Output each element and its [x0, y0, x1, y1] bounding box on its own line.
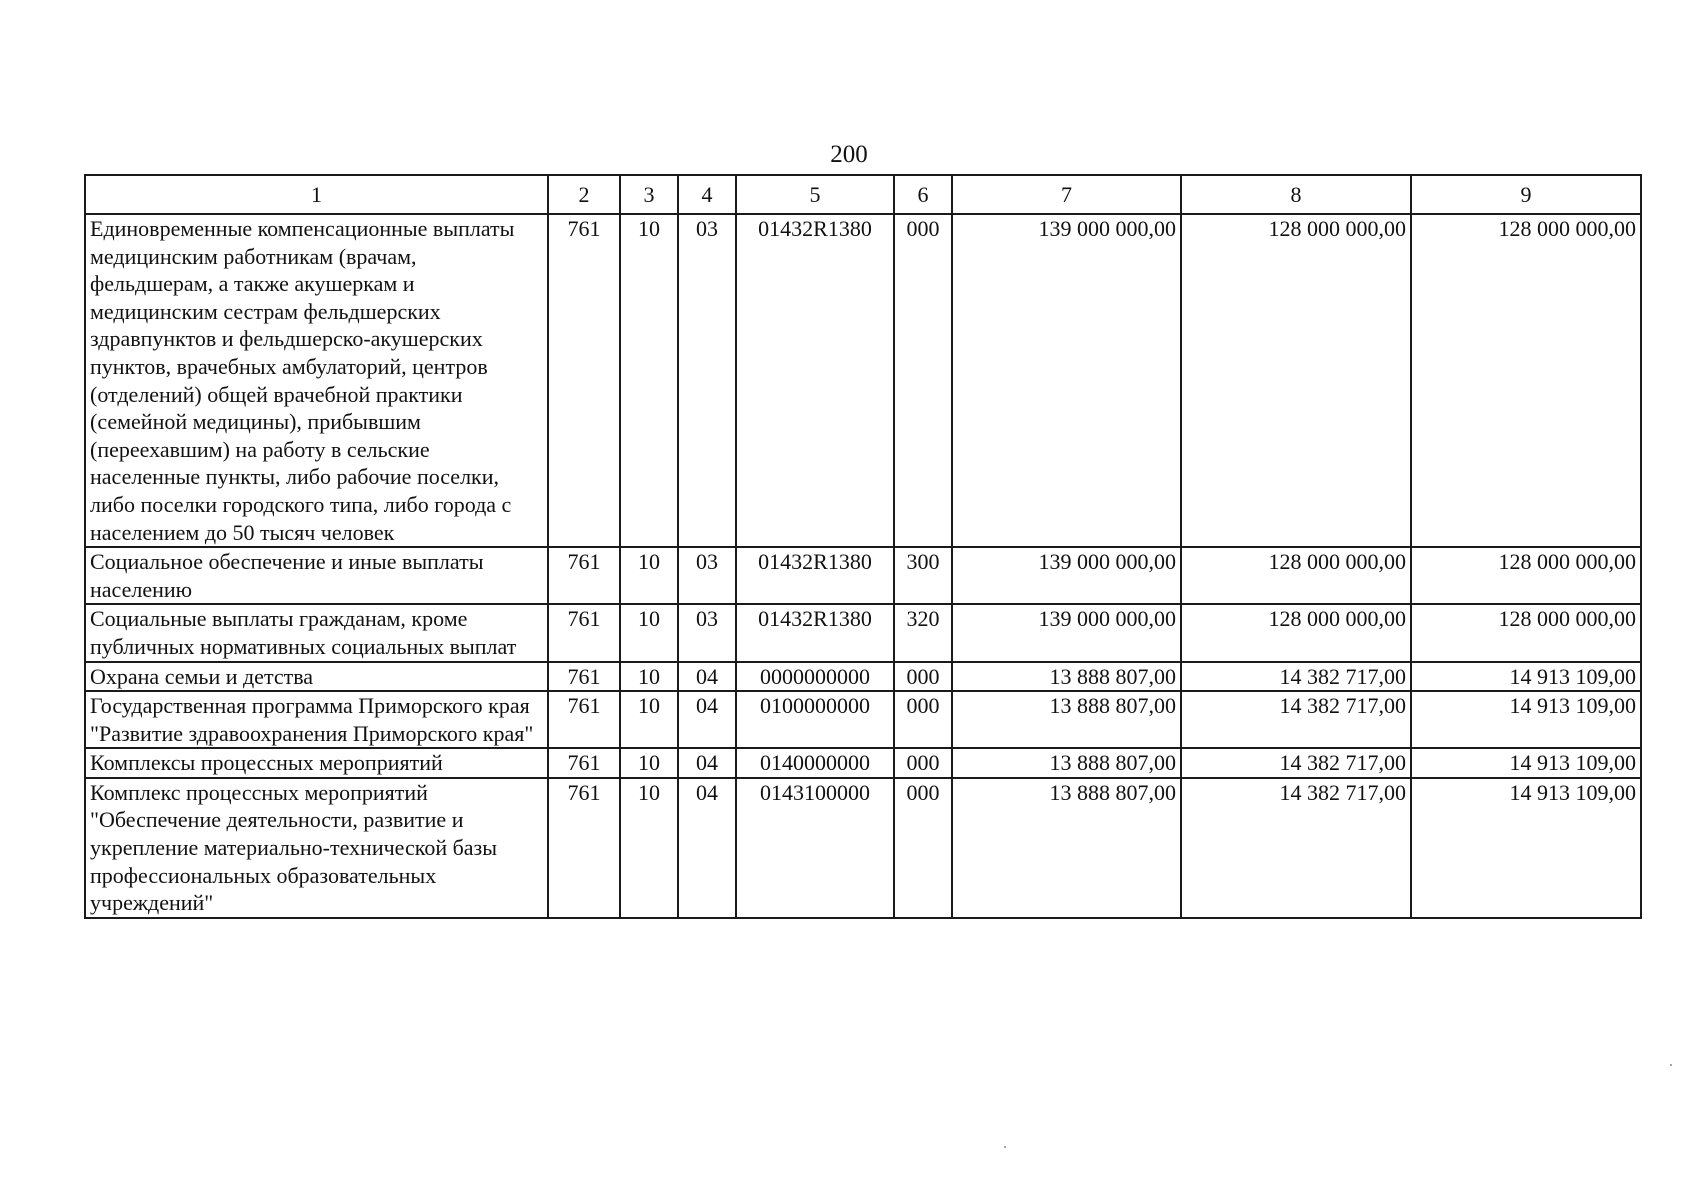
row-amount-8: 128 000 000,00 — [1181, 214, 1411, 547]
row-amount-9: 128 000 000,00 — [1411, 604, 1641, 661]
row-code-3: 10 — [620, 691, 678, 748]
row-code-6: 320 — [894, 604, 952, 661]
row-code-4: 04 — [678, 778, 736, 918]
row-code-3: 10 — [620, 214, 678, 547]
row-amount-8: 14 382 717,00 — [1181, 748, 1411, 778]
table-row — [85, 691, 1641, 748]
row-code-6: 000 — [894, 214, 952, 547]
header-cell: 7 — [952, 175, 1181, 214]
row-code-2: 761 — [548, 662, 620, 692]
row-code-4: 03 — [678, 214, 736, 547]
row-code-6: 000 — [894, 778, 952, 918]
table-row — [85, 214, 1641, 547]
row-code-5: 0000000000 — [736, 662, 894, 692]
budget-table — [84, 174, 1642, 919]
row-amount-7: 13 888 807,00 — [952, 778, 1181, 918]
row-amount-7: 13 888 807,00 — [952, 691, 1181, 748]
table-row — [85, 604, 1641, 661]
row-code-3: 10 — [620, 778, 678, 918]
header-cell: 8 — [1181, 175, 1411, 214]
row-code-2: 761 — [548, 748, 620, 778]
row-code-3: 10 — [620, 662, 678, 692]
row-code-6: 000 — [894, 748, 952, 778]
row-code-6: 000 — [894, 691, 952, 748]
row-name: Социальное обеспечение и иные выплаты населению — [85, 547, 548, 604]
row-code-2: 761 — [548, 547, 620, 604]
row-amount-7: 139 000 000,00 — [952, 214, 1181, 547]
row-amount-7: 139 000 000,00 — [952, 547, 1181, 604]
scan-speck — [1004, 1146, 1006, 1148]
row-code-5: 01432R1380 — [736, 547, 894, 604]
table-row — [85, 662, 1641, 692]
table-row — [85, 547, 1641, 604]
row-code-4: 04 — [678, 691, 736, 748]
row-code-3: 10 — [620, 748, 678, 778]
row-amount-9: 14 913 109,00 — [1411, 662, 1641, 692]
table-header-row — [85, 175, 1641, 214]
table-row — [85, 748, 1641, 778]
row-amount-7: 13 888 807,00 — [952, 748, 1181, 778]
row-amount-9: 14 913 109,00 — [1411, 691, 1641, 748]
table-row — [85, 778, 1641, 918]
row-code-6: 300 — [894, 547, 952, 604]
row-code-2: 761 — [548, 778, 620, 918]
row-name: Социальные выплаты гражданам, кроме публичных нормативных социальных выплат — [85, 604, 548, 661]
row-name: Комплекс процессных мероприятий "Обеспечение деятельности, развитие и укрепление материально-технической базы профессиональных образовательных учреждений" — [85, 778, 548, 918]
row-amount-9: 128 000 000,00 — [1411, 214, 1641, 547]
row-code-4: 03 — [678, 547, 736, 604]
row-code-4: 04 — [678, 748, 736, 778]
row-amount-8: 14 382 717,00 — [1181, 662, 1411, 692]
header-cell: 4 — [678, 175, 736, 214]
row-code-5: 0140000000 — [736, 748, 894, 778]
row-code-2: 761 — [548, 214, 620, 547]
row-code-5: 01432R1380 — [736, 214, 894, 547]
row-amount-8: 128 000 000,00 — [1181, 547, 1411, 604]
header-cell: 9 — [1411, 175, 1641, 214]
header-cell: 6 — [894, 175, 952, 214]
page-number: 200 — [830, 141, 868, 168]
row-amount-9: 14 913 109,00 — [1411, 748, 1641, 778]
header-cell: 5 — [736, 175, 894, 214]
row-name: Охрана семьи и детства — [85, 662, 548, 692]
row-code-4: 03 — [678, 604, 736, 661]
row-amount-9: 128 000 000,00 — [1411, 547, 1641, 604]
row-name: Государственная программа Приморского края "Развитие здравоохранения Приморского края" — [85, 691, 548, 748]
row-code-5: 0143100000 — [736, 778, 894, 918]
row-code-2: 761 — [548, 691, 620, 748]
row-code-5: 0100000000 — [736, 691, 894, 748]
row-name: Единовременные компенсационные выплаты медицинским работникам (врачам, фельдшерам, а также акушеркам и медицинским сестрам фельдшерских здравпунктов и фельдшерско-акушерских пунктов, врачебных амбулаторий, центров (отделений) общей врачебной практики (семейной медицины), прибывшим (переехавшим) на работу в сельские населенные пункты, либо рабочие поселки, либо поселки городского типа, либо города с населением до 50 тысяч человек — [85, 214, 548, 547]
row-amount-7: 139 000 000,00 — [952, 604, 1181, 661]
row-name: Комплексы процессных мероприятий — [85, 748, 548, 778]
row-code-4: 04 — [678, 662, 736, 692]
row-code-5: 01432R1380 — [736, 604, 894, 661]
row-amount-8: 128 000 000,00 — [1181, 604, 1411, 661]
scan-speck — [1670, 1064, 1672, 1066]
row-code-6: 000 — [894, 662, 952, 692]
row-amount-8: 14 382 717,00 — [1181, 778, 1411, 918]
header-cell: 2 — [548, 175, 620, 214]
row-amount-7: 13 888 807,00 — [952, 662, 1181, 692]
header-cell: 1 — [85, 175, 548, 214]
header-cell: 3 — [620, 175, 678, 214]
row-code-3: 10 — [620, 547, 678, 604]
row-amount-8: 14 382 717,00 — [1181, 691, 1411, 748]
row-code-2: 761 — [548, 604, 620, 661]
row-code-3: 10 — [620, 604, 678, 661]
row-amount-9: 14 913 109,00 — [1411, 778, 1641, 918]
